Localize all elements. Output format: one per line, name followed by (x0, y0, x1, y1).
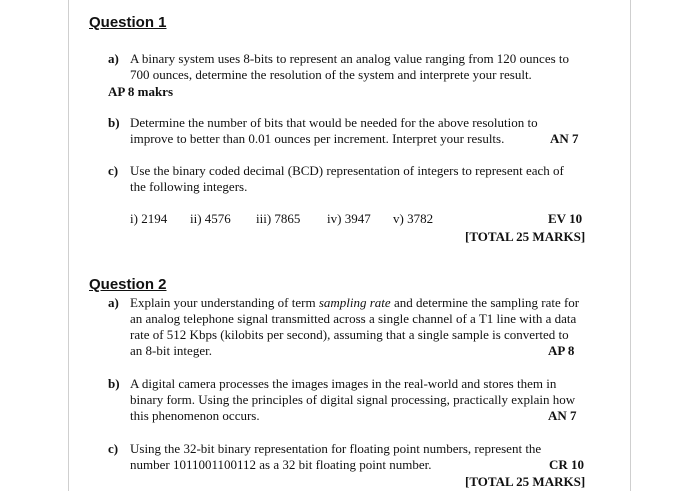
q1-a-line-1: A binary system uses 8-bits to represent an analog value ranging from 120 ounces to (130, 51, 570, 66)
sampling-rate-term: sampling rate (318, 295, 391, 310)
q1-c-integer-2: ii) 4576 (190, 211, 231, 226)
q2-a-line-3: rate of 512 Kbps (kilobits per second), assuming that a single sample is converted to (130, 327, 569, 342)
q2-a-line-2: an analog telephone signal transmitted across a single channel of a T1 line with a data (130, 311, 577, 326)
q2-a-line-1-post: and determine the sampling rate for (390, 295, 580, 310)
q1-c-integer-3: iii) 7865 (256, 211, 301, 226)
q2-a-line-4: an 8-bit integer. (130, 343, 212, 358)
q1-b-label: b) (108, 115, 120, 130)
q2-total-marks: [TOTAL 25 MARKS] (465, 474, 586, 489)
q2-a-marks: AP 8 (548, 343, 575, 358)
q1-c-line-2: the following integers. (130, 179, 248, 194)
q2-c-marks: CR 10 (549, 457, 585, 472)
q2-c-line-1: Using the 32-bit binary representation for floating point numbers, represent the (130, 441, 542, 456)
q1-c-integer-1: i) 2194 (130, 211, 168, 226)
q1-a-marks: AP 8 makrs (108, 84, 173, 99)
q2-b-line-2: binary form. Using the principles of digital signal processing, practically explain how (130, 392, 576, 407)
q1-total-marks: [TOTAL 25 MARKS] (465, 229, 586, 244)
q1-c-integer-5: v) 3782 (393, 211, 434, 226)
q1-c-label: c) (108, 163, 119, 178)
question-2-heading: Question 2 (89, 276, 167, 293)
q1-b-line-1: Determine the number of bits that would be needed for the above resolution to (130, 115, 538, 130)
q1-b-marks: AN 7 (550, 131, 579, 146)
page-border-right (630, 0, 631, 491)
q1-a-line-2: 700 ounces, determine the resolution of the system and interprete your result. (130, 67, 532, 82)
q1-c-line-1: Use the binary coded decimal (BCD) representation of integers to represent each of (130, 163, 564, 178)
q1-a-label: a) (108, 51, 119, 66)
q2-b-label: b) (108, 376, 120, 391)
q2-b-line-1: A digital camera processes the images images in the real-world and stores them in (130, 376, 557, 391)
q1-c-marks: EV 10 (548, 211, 583, 226)
q2-a-label: a) (108, 295, 119, 310)
q2-b-line-3: this phenomenon occurs. (130, 408, 260, 423)
q2-b-marks: AN 7 (548, 408, 577, 423)
q2-c-line-2: number 1011001100112 as a 32 bit floating point number. (130, 457, 432, 472)
q2-a-line-1-pre: Explain your understanding of term (130, 295, 319, 310)
q2-c-label: c) (108, 441, 119, 456)
page-border-left (68, 0, 69, 491)
q2-a-line-1 (130, 295, 579, 310)
q1-c-integer-4: iv) 3947 (327, 211, 371, 226)
question-1-heading: Question 1 (89, 14, 167, 31)
q1-b-line-2: improve to better than 0.01 ounces per increment. Interpret your results. (130, 131, 505, 146)
